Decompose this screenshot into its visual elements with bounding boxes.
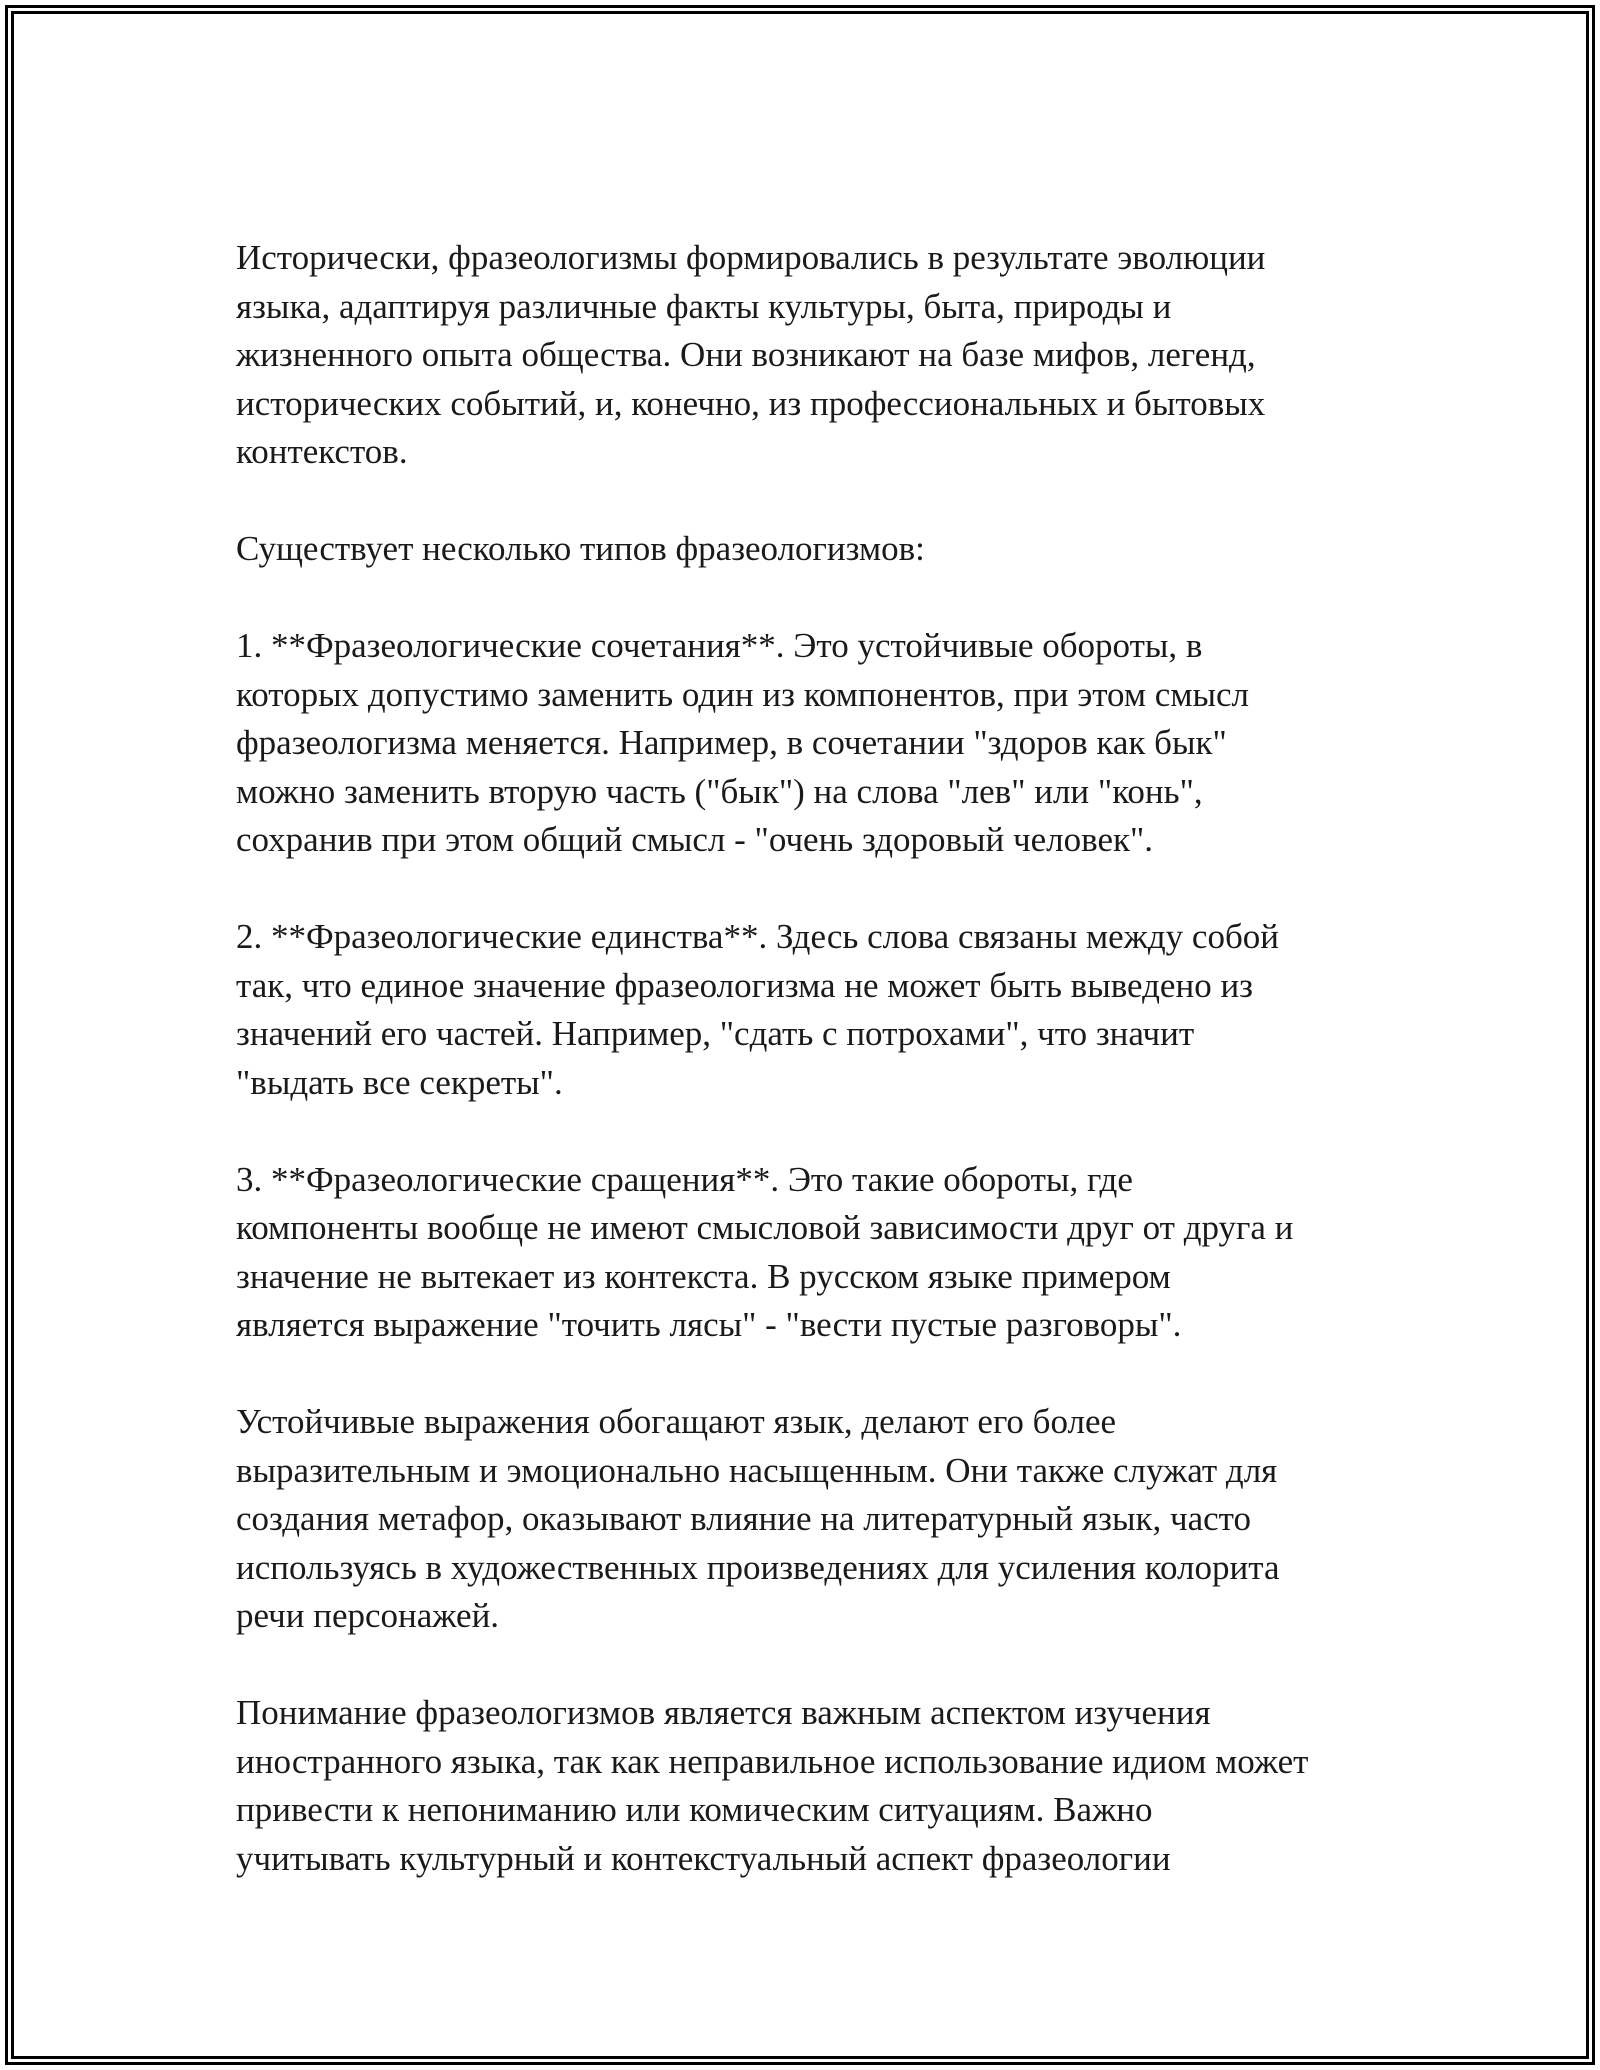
paragraph-types-intro: Существует несколько типов фразеологизмов: — [236, 529, 925, 568]
paragraph-enrichment: Устойчивые выражения обогащают язык, делают его более выразительным и эмоционально насыщенным. Они также служат для создания метафор, оказывают влияние на литературный язык, часто используясь в художественных произведениях для усиления колорита речи персонажей. — [236, 1402, 1280, 1635]
paragraph-history: Исторически, фразеологизмы формировались в результате эволюции языка, адаптируя различные факты культуры, быта, природы и жизненного опыта общества. Они возникают на базе мифов, легенд, исторических событий, и, конечно, из профессиональных и бытовых контекстов. — [236, 238, 1266, 471]
paragraph-type-fusions: 3. **Фразеологические сращения**. Это такие обороты, где компоненты вообще не имеют смысловой зависимости друг от друга и значение не вытекает из контекста. В русском языке примером является выражение "точить лясы" - "вести пустые разговоры". — [236, 1159, 1294, 1344]
document-body — [236, 234, 1376, 1883]
paragraph-type-unities: 2. **Фразеологические единства**. Здесь слова связаны между собой так, что единое значение фразеологизма не может быть выведено из значений его частей. Например, "сдать с потрохами", что значит "выдать все секреты". — [236, 917, 1279, 1102]
paragraph-type-combinations: 1. **Фразеологические сочетания**. Это устойчивые обороты, в которых допустимо заменить один из компонентов, при этом смысл фразеологизма меняется. Например, в сочетании "здоров как бык" можно заменить вторую часть ("бык") на слова "лев" или "конь", сохранив при этом общий смысл - "очень здоровый человек". — [236, 626, 1249, 859]
paragraph-understanding: Понимание фразеологизмов является важным аспектом изучения иностранного языка, так как неправильное использование идиом может привести к непониманию или комическим ситуациям. Важно учитывать культурный и контекстуальный аспект фразеологии — [236, 1693, 1309, 1878]
